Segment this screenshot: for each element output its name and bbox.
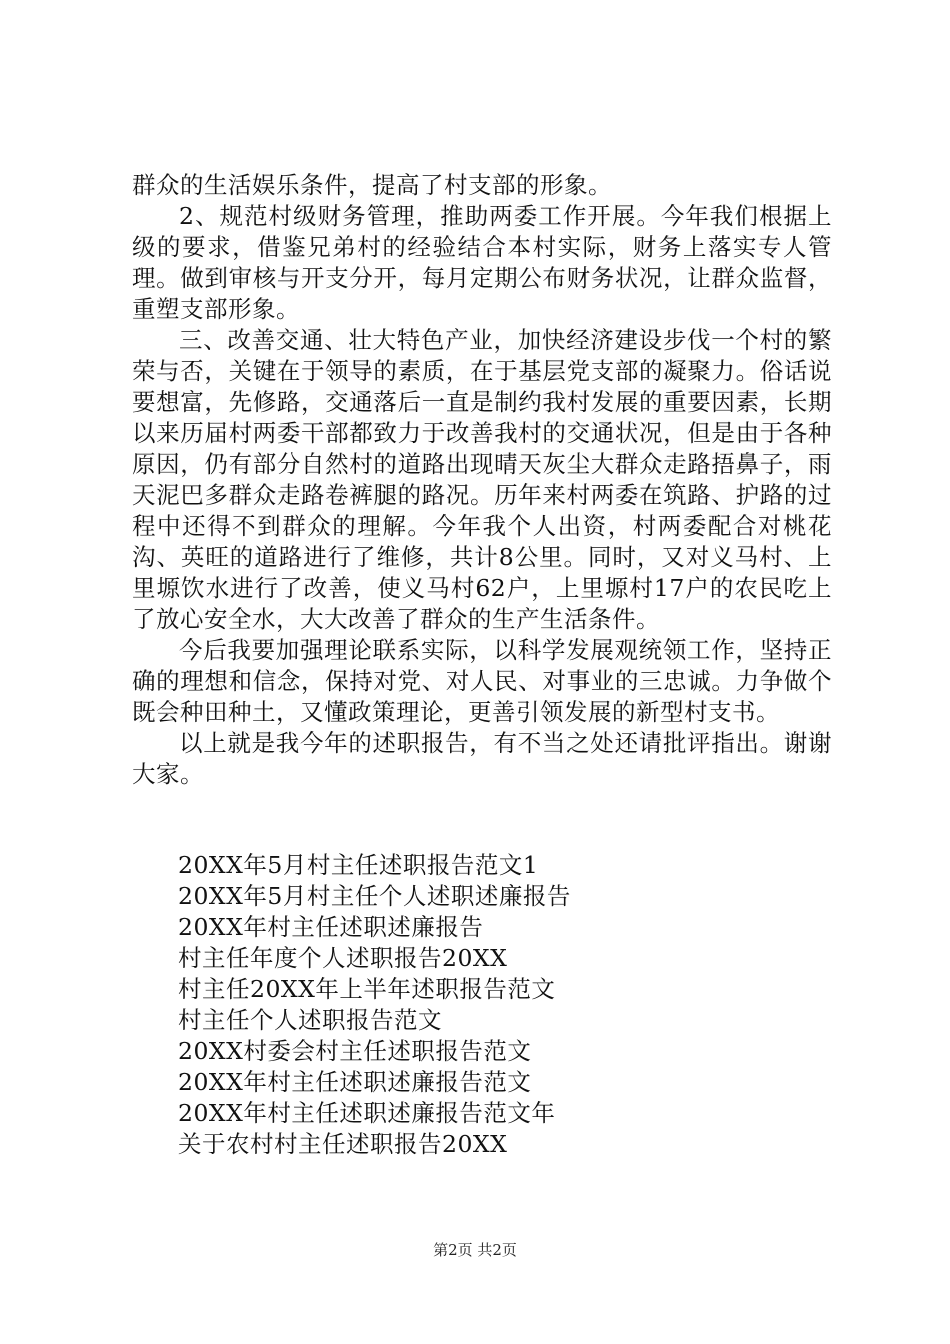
document-body bbox=[132, 170, 832, 790]
related-articles-list bbox=[178, 850, 818, 1160]
related-item[interactable]: 村主任20XX年上半年述职报告范文 bbox=[178, 975, 556, 1003]
related-item[interactable]: 20XX年5月村主任述职报告范文1 bbox=[178, 851, 539, 879]
related-item[interactable]: 关于农村村主任述职报告20XX bbox=[178, 1130, 508, 1158]
related-item[interactable]: 村主任个人述职报告范文 bbox=[178, 1006, 442, 1034]
paragraph-5: 以上就是我今年的述职报告，有不当之处还请批评指出。谢谢大家。 bbox=[132, 729, 832, 788]
related-item[interactable]: 20XX年5月村主任个人述职述廉报告 bbox=[178, 882, 571, 910]
related-item[interactable]: 20XX村委会村主任述职报告范文 bbox=[178, 1037, 532, 1065]
paragraph-1: 群众的生活娱乐条件，提高了村支部的形象。 bbox=[132, 171, 612, 199]
related-item[interactable]: 20XX年村主任述职述廉报告范文年 bbox=[178, 1099, 556, 1127]
related-item[interactable]: 村主任年度个人述职报告20XX bbox=[178, 944, 508, 972]
related-item[interactable]: 20XX年村主任述职述廉报告范文 bbox=[178, 1068, 532, 1096]
paragraph-4: 今后我要加强理论联系实际，以科学发展观统领工作，坚持正确的理想和信念，保持对党、对人民、对事业的三忠诚。力争做个既会种田种土，又懂政策理论，更善引领发展的新型村支书。 bbox=[132, 636, 832, 726]
paragraph-3: 三、改善交通、壮大特色产业，加快经济建设步伐一个村的繁荣与否，关键在于领导的素质，在于基层党支部的凝聚力。俗话说要想富，先修路，交通落后一直是制约我村发展的重要因素，长期以来历届村两委干部都致力于改善我村的交通状况，但是由于各种原因，仍有部分自然村的道路出现晴天灰尘大群众走路捂鼻子，雨天泥巴多群众走路卷裤腿的路况。历年来村两委在筑路、护路的过程中还得不到群众的理解。今年我个人出资，村两委配合对桃花沟、英旺的道路进行了维修，共计8公里。同时，又对义马村、上里塬饮水进行了改善，使义马村62户，上里塬村17户的农民吃上了放心安全水，大大改善了群众的生产生活条件。 bbox=[132, 326, 832, 633]
page-footer: 第2页 共2页 bbox=[433, 1241, 517, 1259]
related-item[interactable]: 20XX年村主任述职述廉报告 bbox=[178, 913, 484, 941]
paragraph-2: 2、规范村级财务管理，推助两委工作开展。今年我们根据上级的要求，借鉴兄弟村的经验结合本村实际，财务上落实专人管理。做到审核与开支分开，每月定期公布财务状况，让群众监督，重塑支部形象。 bbox=[132, 202, 832, 323]
